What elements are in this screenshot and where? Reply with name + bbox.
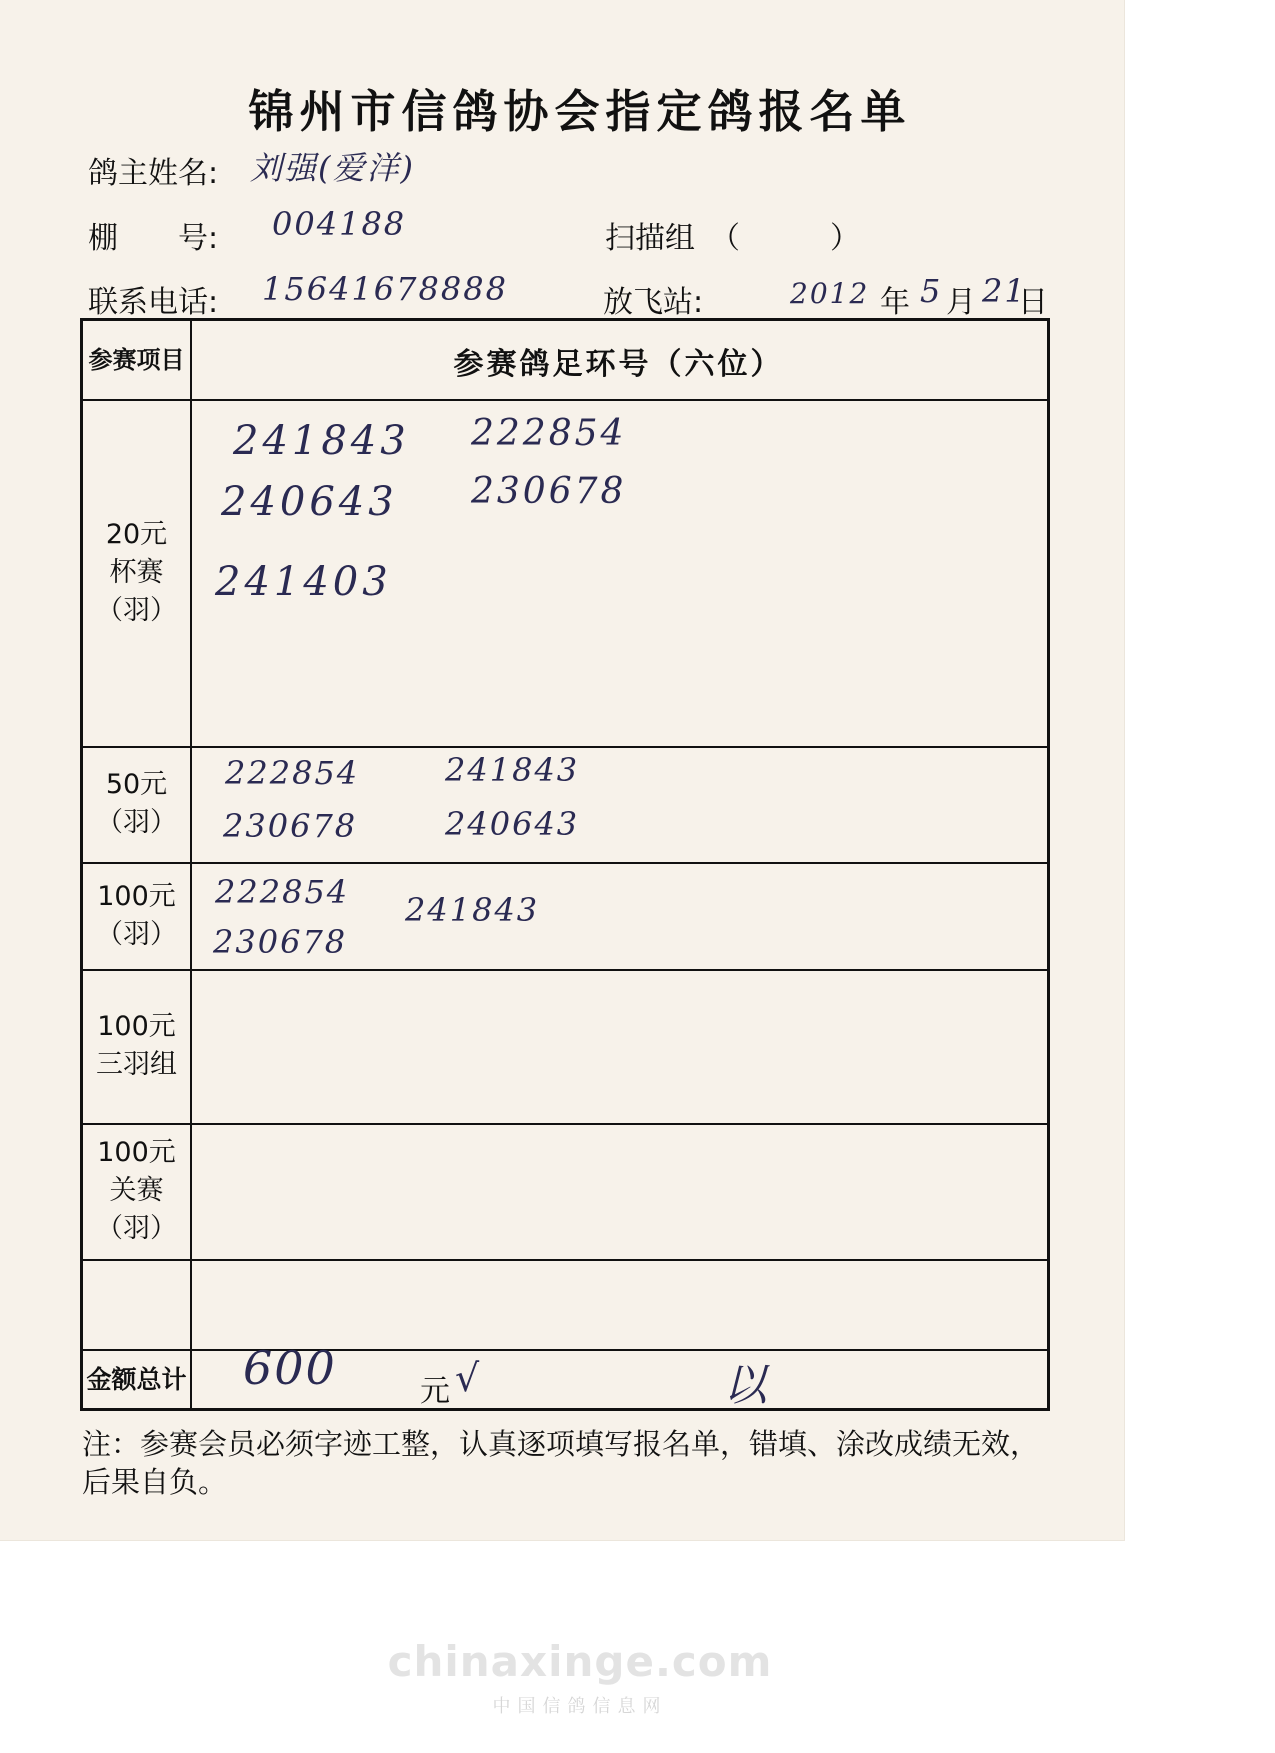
header-event-type: 参赛项目 [88, 346, 185, 374]
row-divider [83, 746, 1047, 748]
ring-number: 241843 [445, 751, 580, 789]
category-100: 100元 （羽） [96, 880, 177, 950]
footnote: 注：参赛会员必须字迹工整，认真逐项填写报名单，错填、涂改成绩无效，后果自负。 [82, 1427, 1040, 1499]
category-20-cup: 20元 杯赛 （羽） [96, 518, 177, 626]
row-divider [83, 862, 1047, 864]
loft-number-label: 棚 号: [88, 221, 219, 256]
row-divider [83, 1349, 1047, 1351]
ring-number: 241843 [405, 891, 540, 929]
date-year-char: 年 [880, 285, 910, 320]
ring-number: 222854 [225, 754, 360, 792]
reviewer-initial-mark: 以 [723, 1360, 769, 1411]
ring-number: 241843 [233, 418, 410, 464]
category-100-three-bird-group: 100元 三羽组 [96, 1011, 177, 1080]
entry-table [80, 318, 1050, 1411]
date-day-char: 日 [1018, 285, 1048, 320]
release-station-label: 放飞站: [603, 285, 704, 320]
phone-value: 15641678888 [262, 270, 508, 308]
category-50: 50元 （羽） [96, 769, 177, 838]
check-mark: √ [455, 1356, 480, 1400]
site-watermark: chinaxinge.com [387, 1637, 773, 1686]
loft-number-value: 004188 [272, 205, 407, 243]
form-title: 锦州市信鸽协会指定鸽报名单 [248, 85, 912, 138]
date-year-value: 2012 [790, 277, 870, 310]
scan-group-label: 扫描组 （ ） [605, 221, 860, 256]
ring-number: 230678 [213, 923, 348, 961]
date-month-char: 月 [946, 285, 976, 320]
total-amount-unit: 元 [420, 1374, 450, 1409]
row-divider [83, 969, 1047, 971]
ring-number: 222854 [471, 413, 627, 454]
ring-number: 240643 [445, 805, 580, 843]
owner-name-value: 刘强(爱洋) [250, 149, 415, 187]
date-month-value: 5 [920, 272, 943, 310]
total-amount-value: 600 [243, 1341, 337, 1395]
ring-number: 230678 [223, 807, 358, 845]
total-amount-label: 金额总计 [86, 1365, 187, 1394]
category-blank [83, 1259, 190, 1349]
date-day-value: 21 [982, 272, 1027, 310]
owner-name-label: 鸽主姓名: [88, 156, 219, 191]
ring-number: 222854 [215, 873, 350, 911]
ring-number: 240643 [221, 479, 398, 525]
table-column-divider [190, 321, 192, 1408]
header-ring-numbers: 参赛鸽足环号（六位） [453, 347, 784, 382]
category-100-gate-race: 100元 关赛 （羽） [96, 1137, 177, 1244]
site-watermark-subtitle: 中国信鸽信息网 [492, 1696, 668, 1717]
ring-number: 241403 [215, 559, 392, 605]
row-divider [83, 1259, 1047, 1261]
row-divider [83, 1123, 1047, 1125]
phone-label: 联系电话: [88, 285, 219, 320]
ring-number: 230678 [471, 471, 627, 512]
